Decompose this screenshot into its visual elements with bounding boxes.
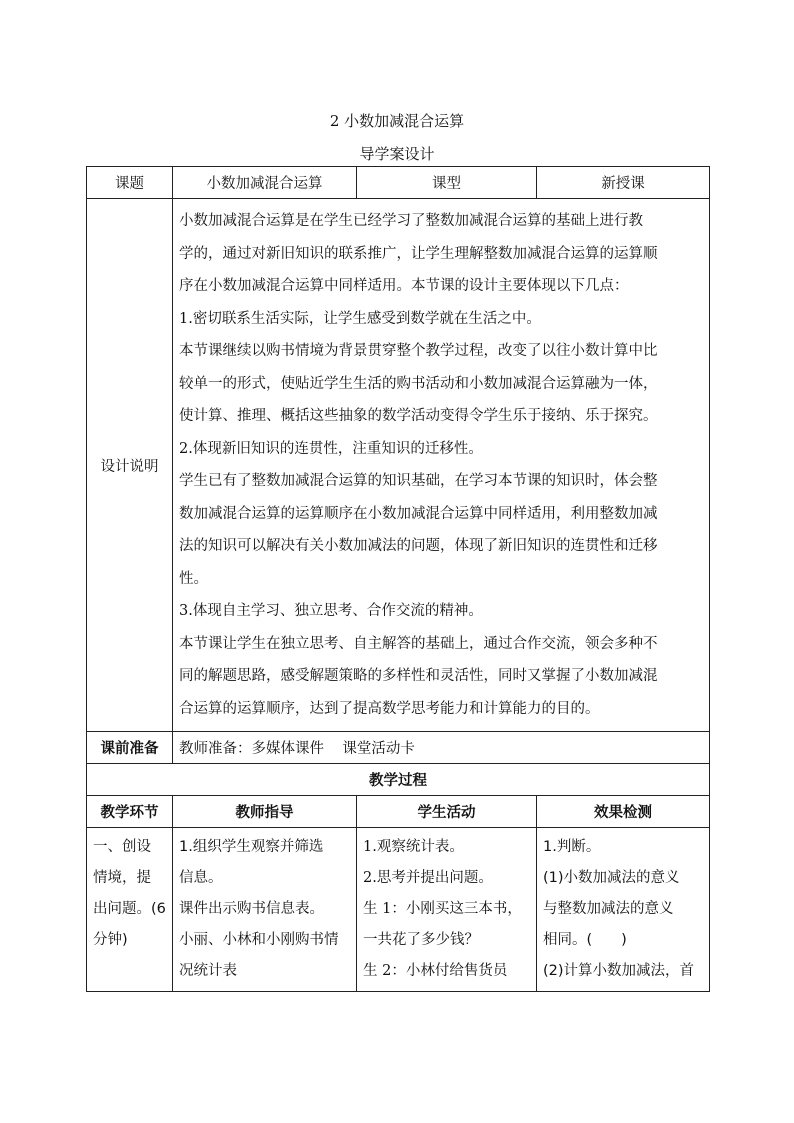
design-line: 学生已有了整数加减混合运算的知识基础，在学习本节课的知识时，体会整 (179, 473, 658, 489)
design-row (87, 199, 710, 732)
design-line: 1.密切联系生活实际，让学生感受到数学就在生活之中。 (179, 310, 541, 327)
prep-label: 课前准备 (87, 732, 173, 764)
design-line: 2.体现新旧知识的连贯性，注重知识的迁移性。 (179, 440, 483, 457)
design-line: 本节课让学生在独立思考、自主解答的基础上，通过合作交流，领会多种不 (179, 635, 658, 652)
check-line: 与整数加减法的意义 (543, 901, 674, 917)
process-row (87, 828, 710, 992)
student-line: 2.思考并提出问题。 (363, 870, 493, 886)
stage-line: 一、创设 (93, 839, 151, 855)
type-value: 新授课 (537, 167, 710, 199)
stage-line: 分钟) (93, 932, 128, 948)
design-line: 较单一的形式，使贴近学生生活的购书活动和小数加减混合运算融为一体， (179, 375, 658, 392)
student-line: 一共花了多少钱？ (363, 932, 479, 948)
teacher-line: 况统计表 (179, 963, 237, 979)
design-line: 性。 (179, 570, 208, 587)
design-line: 同的解题思路，感受解题策略的多样性和灵活性，同时又掌握了小数加减混 (179, 668, 658, 684)
student-activity-cell (357, 828, 537, 992)
stage-cell (87, 828, 173, 992)
check-line: (1)小数加减法的意义 (543, 870, 680, 886)
teacher-line: 课件出示购书信息表。 (179, 901, 324, 917)
stage-line: 出问题。(6 (93, 901, 166, 917)
design-line: 使计算、推理、概括这些抽象的数学活动变得令学生乐于接纳、乐于探究。 (179, 408, 658, 424)
check-line: 1.判断。 (543, 839, 601, 855)
design-line: 学的，通过对新旧知识的联系推广，让学生理解整数加减混合运算的运算顺 (179, 245, 658, 262)
student-line: 生 1：小刚买这三本书， (363, 901, 522, 917)
process-title-row (87, 764, 710, 796)
design-line: 序在小数加减混合运算中同样适用。本节课的设计主要体现以下几点： (179, 278, 629, 294)
header-stage: 教学环节 (87, 796, 173, 828)
student-line: 生 2：小林付给售货员 (363, 963, 508, 979)
teacher-guidance-cell (173, 828, 357, 992)
design-line: 3.体现自主学习、独立思考、合作交流的精神。 (179, 603, 483, 619)
prep-row (87, 732, 710, 764)
stage-line: 情境，提 (93, 870, 151, 886)
prep-text: 教师准备：多媒体课件 课堂活动卡 (173, 732, 710, 764)
teacher-line: 信息。 (179, 870, 223, 886)
check-line: 相同。( ) (543, 932, 627, 948)
teacher-line: 小丽、小林和小刚购书情 (179, 932, 339, 948)
process-title: 教学过程 (87, 764, 710, 796)
header-teacher: 教师指导 (173, 796, 357, 828)
design-line: 小数加减混合运算是在学生已经学习了整数加减混合运算的基础上进行教 (179, 213, 643, 229)
process-header-row (87, 796, 710, 828)
topic-value: 小数加减混合运算 (173, 167, 357, 199)
lesson-subtitle: 导学案设计 (359, 145, 435, 163)
design-description (173, 199, 710, 732)
type-label: 课型 (357, 167, 537, 199)
check-line: (2)计算小数加减法，首 (543, 963, 695, 979)
design-line: 数加减混合运算的运算顺序在小数加减混合运算中同样适用，利用整数加减 (179, 505, 658, 522)
info-row (87, 167, 710, 199)
header-check: 效果检测 (537, 796, 710, 828)
header-student: 学生活动 (357, 796, 537, 828)
lesson-plan-table (86, 166, 710, 992)
student-line: 1.观察统计表。 (363, 839, 464, 855)
lesson-title: 2 小数加减混合运算 (329, 112, 465, 130)
design-line: 合运算的运算顺序，达到了提高数学思考能力和计算能力的目的。 (179, 700, 600, 717)
teacher-line: 1.组织学生观察并筛选 (179, 839, 324, 855)
topic-label: 课题 (87, 167, 173, 199)
design-label: 设计说明 (87, 199, 173, 732)
design-line: 本节课继续以购书情境为背景贯穿整个教学过程，改变了以往小数计算中比 (179, 343, 658, 359)
effect-check-cell (537, 828, 710, 992)
design-line: 法的知识可以解决有关小数加减法的问题，体现了新旧知识的连贯性和迁移 (179, 538, 658, 554)
